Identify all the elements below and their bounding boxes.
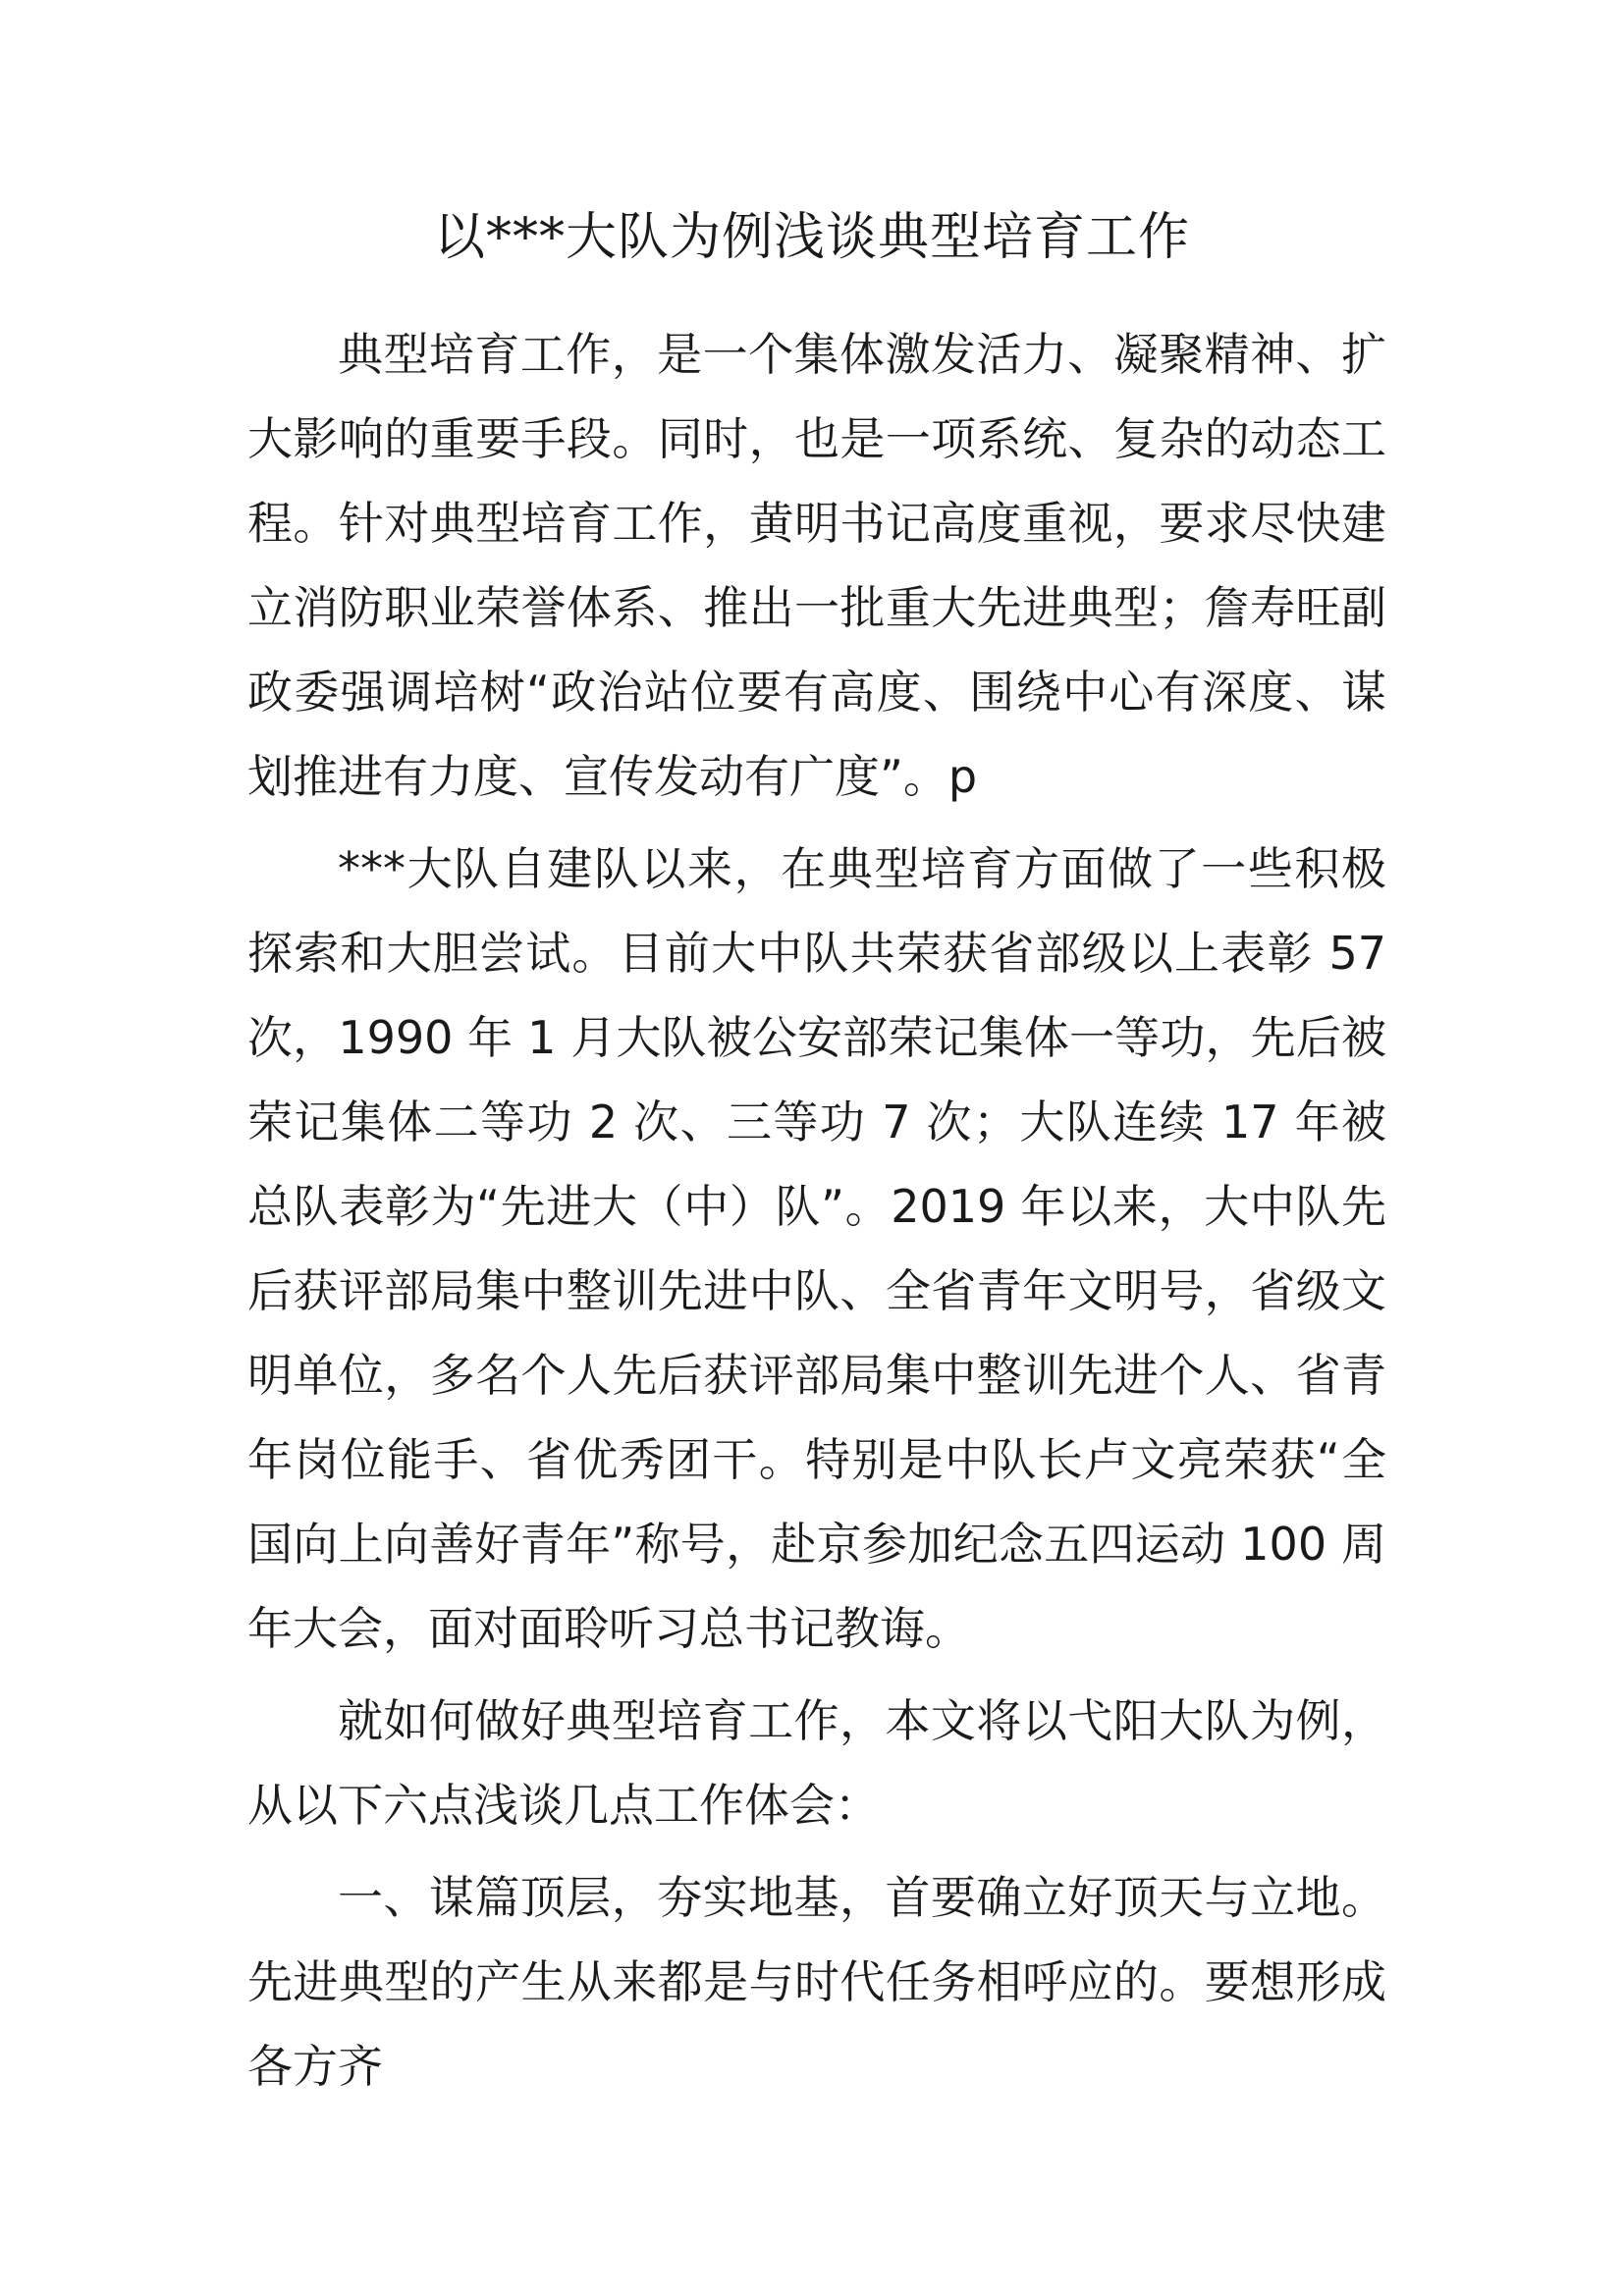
- paragraph-intro: 典型培育工作，是一个集体激发活力、凝聚精神、扩大影响的重要手段。同时，也是一项系统、复杂的动态工程。针对典型培育工作，黄明书记高度重视，要求尽快建立消防职业荣誉体系、推出一批重大先进典型；詹寿旺副政委强调培树“政治站位要有高度、围绕中心有深度、谋划推进有力度、宣传发动有广度”。p: [247, 328, 1386, 803]
- document-title: 以***大队为例浅谈典型培育工作: [433, 208, 1190, 267]
- document-body: [247, 312, 1386, 2116]
- paragraph-achievements: ***大队自建队以来，在典型培育方面做了一些积极探索和大胆尝试。目前大中队共荣获省部级以上表彰 57 次，1990 年 1 月大队被公安部荣记集体一等功，先后被荣记集体二等功 2 次、三等功 7 次；大队连续 17 年被总队表彰为“先进大（中）队”。2019 年以来，大中队先后获评部局集中整训先进中队、全省青年文明号，省级文明单位，多名个人先后获评部局集中整训先进个人、省青年岗位能手、省优秀团干。特别是中队长卢文亮荣获“全国向上向善好青年”称号，赴京参加纪念五四运动 100 周年大会，面对面聆听习总书记教诲。: [247, 842, 1386, 1655]
- paragraph-outline: 就如何做好典型培育工作，本文将以弋阳大队为例，从以下六点浅谈几点工作体会：: [247, 1694, 1386, 1832]
- paragraph-section-one: 一、谋篇顶层，夯实地基，首要确立好顶天与立地。先进典型的产生从来都是与时代任务相呼应的。要想形成各方齐: [247, 1871, 1386, 2093]
